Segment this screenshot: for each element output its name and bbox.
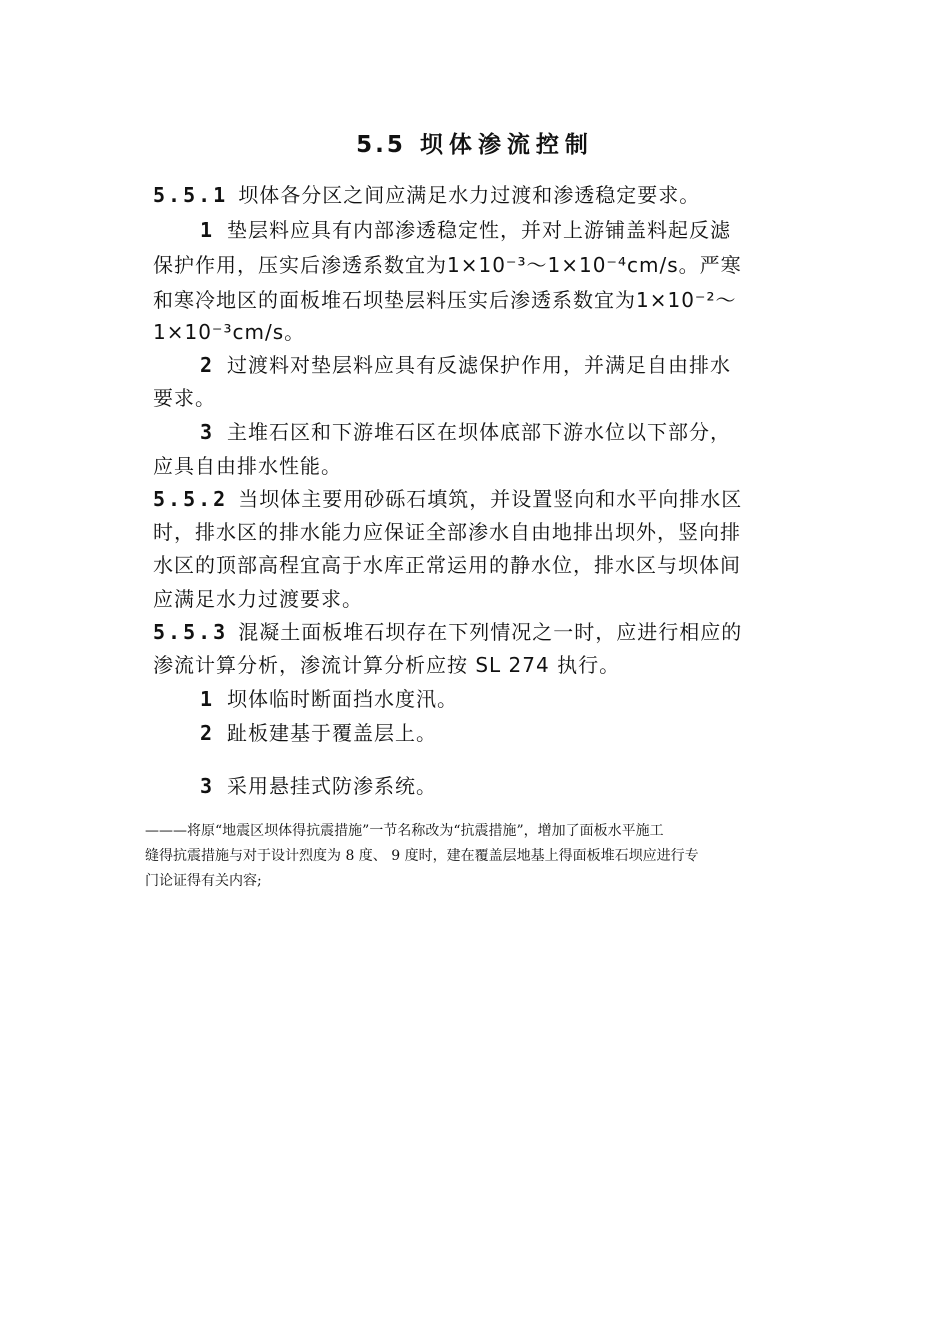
section-title-number: 5.5 bbox=[356, 132, 406, 158]
clause-5-5-2-line-4 bbox=[153, 585, 793, 613]
item-3-line-2 bbox=[153, 452, 793, 480]
clause-5-5-3-item-2 bbox=[200, 719, 790, 747]
revision-note-line-2: 缝得抗震措施与对于设计烈度为 8 度、 9 度时，建在覆盖层地基上得面板堆石坝应进行专 bbox=[145, 848, 699, 864]
clause-text: 时，排水区的排水能力应保证全部渗水自由地排出坝外，竖向排 bbox=[153, 520, 741, 544]
revision-note-line-3: 门论证得有关内容; bbox=[145, 873, 262, 889]
item-number: 2 bbox=[200, 353, 214, 377]
clause-text: 坝体各分区之间应满足水力过渡和渗透稳定要求。 bbox=[238, 183, 701, 207]
clause-5-5-2-line-2 bbox=[153, 518, 793, 546]
item-text: 过渡料对垫层料应具有反滤保护作用，并满足自由排水 bbox=[227, 353, 732, 377]
section-title-text: 坝体渗流控制 bbox=[419, 132, 594, 158]
item-text: 。严寒 bbox=[678, 253, 742, 277]
item-1-line-3 bbox=[153, 286, 793, 314]
item-2-line-2 bbox=[153, 384, 793, 412]
item-number: 1 bbox=[200, 218, 214, 242]
section-title bbox=[0, 126, 950, 159]
clause-5-5-2-line-1 bbox=[153, 485, 793, 513]
permeability-range-2-start: 1×10⁻²～ bbox=[636, 288, 737, 312]
item-number: 1 bbox=[200, 687, 214, 711]
item-text: 应具自由排水性能。 bbox=[153, 454, 342, 478]
revision-note-line-1: ———将原“地震区坝体得抗震措施”一节名称改为“抗震措施”，增加了面板水平施工 bbox=[145, 823, 664, 839]
item-number: 3 bbox=[200, 774, 214, 798]
item-1-line-2 bbox=[153, 251, 793, 279]
item-text: 和寒冷地区的面板堆石坝垫层料压实后渗透系数宜为 bbox=[153, 288, 636, 312]
item-text: 。 bbox=[284, 320, 306, 344]
item-1-line-1 bbox=[200, 216, 790, 244]
clause-text: 应满足水力过渡要求。 bbox=[153, 587, 363, 611]
clause-number: 5.5.1 bbox=[153, 183, 229, 207]
item-number: 3 bbox=[200, 420, 214, 444]
item-text: 坝体临时断面挡水度汛。 bbox=[227, 687, 459, 711]
clause-number: 5.5.2 bbox=[153, 487, 229, 511]
permeability-range-1: 1×10⁻³～1×10⁻⁴cm/s bbox=[447, 253, 679, 277]
clause-text: 混凝土面板堆石坝存在下列情况之一时，应进行相应的 bbox=[238, 620, 743, 644]
clause-5-5-3-item-1 bbox=[200, 685, 790, 713]
item-number: 2 bbox=[200, 721, 214, 745]
clause-5-5-3-line-1 bbox=[153, 618, 793, 646]
clause-5-5-3-line-2 bbox=[153, 651, 793, 679]
clause-text: 当坝体主要用砂砾石填筑，并设置竖向和水平向排水区 bbox=[238, 487, 743, 511]
clause-text: 水区的顶部高程宜高于水库正常运用的静水位，排水区与坝体间 bbox=[153, 553, 741, 577]
item-text: 要求。 bbox=[153, 386, 216, 410]
item-text: 保护作用，压实后渗透系数宜为 bbox=[153, 253, 447, 277]
item-2-line-1 bbox=[200, 351, 790, 379]
permeability-range-2-end: 1×10⁻³cm/s bbox=[153, 320, 285, 344]
item-1-line-4 bbox=[153, 318, 793, 346]
item-3-line-1 bbox=[200, 418, 790, 446]
item-text: 采用悬挂式防渗系统。 bbox=[227, 774, 438, 798]
clause-text: 渗流计算分析，渗流计算分析应按 SL 274 执行。 bbox=[153, 653, 621, 677]
clause-5-5-1-heading bbox=[153, 181, 793, 209]
item-text: 垫层料应具有内部渗透稳定性，并对上游铺盖料起反滤 bbox=[227, 218, 732, 242]
clause-5-5-2-line-3 bbox=[153, 551, 793, 579]
item-text: 主堆石区和下游堆石区在坝体底部下游水位以下部分， bbox=[227, 420, 732, 444]
clause-5-5-3-item-3 bbox=[200, 772, 790, 800]
item-text: 趾板建基于覆盖层上。 bbox=[227, 721, 438, 745]
clause-number: 5.5.3 bbox=[153, 620, 229, 644]
